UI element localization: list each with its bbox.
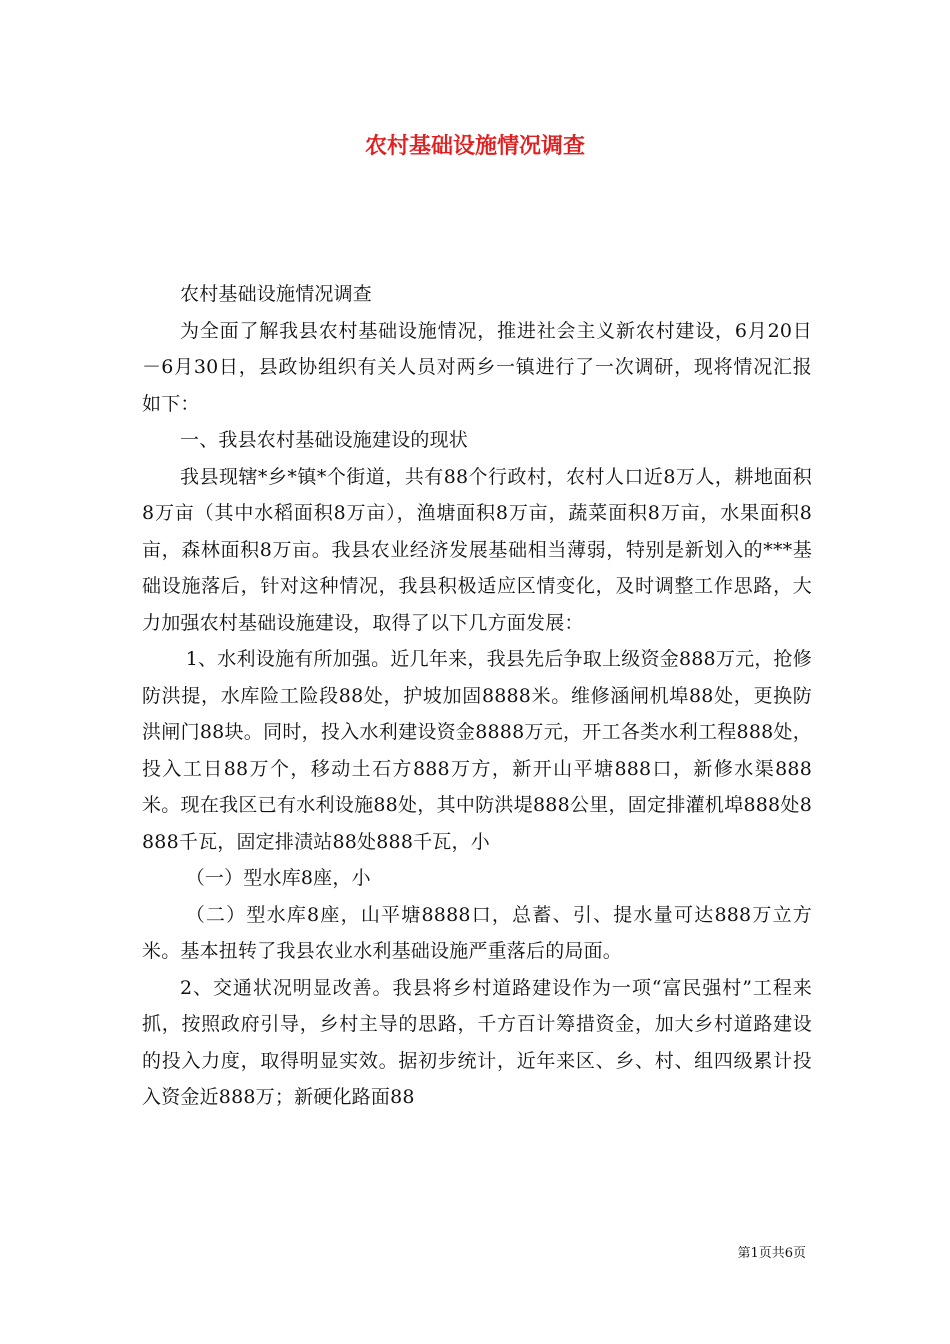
page-number-label: 第1页共6页 (737, 1246, 806, 1261)
status-paragraph: 我县现辖*乡*镇*个街道，共有88个行政村，农村人口近8万人，耕地面积8万亩（其中水稻面积8万亩），渔塘面积8万亩，蔬菜面积8万亩，水果面积8亩，森林面积8万亩。我县农业经济发展基础相当薄弱，特别是新划入的***基础设施落后，针对这种情况，我县积极适应区情变化，及时调整工作思路，大力加强农村基础设施建设，取得了以下几方面发展： (142, 465, 812, 634)
water-paragraph: 1、水利设施有所加强。近几年来，我县先后争取上级资金888万元，抢修防洪提，水库险工险段88处，护坡加固8888米。维修涵闸机埠88处，更换防洪闸门88块。同时，投入水利建设资金8888万元，开工各类水利工程888处，投入工日88万个，移动土石方888万方，新开山平塘888口，新修水渠888米。现在我区已有水利设施88处，其中防洪堤888公里，固定排灌机埠888处8888千瓦，固定排渍站88处888千瓦，小 (142, 648, 812, 853)
reservoir-type-2: （二）型水库8座，山平塘8888口，总蓄、引、提水量可达888万立方米。基本扭转了我县农业水利基础设施严重落后的局面。 (142, 903, 812, 962)
document-body (142, 276, 812, 1116)
page-footer (737, 1245, 806, 1263)
body-subtitle: 农村基础设施情况调查 (180, 283, 373, 305)
traffic-paragraph: 2、交通状况明显改善。我县将乡村道路建设作为一项“富民强村”工程来抓，按照政府引导，乡村主导的思路，千方百计筹措资金，加大乡村道路建设的投入力度，取得明显实效。据初步统计，近年来区、乡、村、组四级累计投入资金近888万；新硬化路面88 (142, 976, 812, 1108)
reservoir-type-1: （一）型水库8座，小 (185, 867, 371, 889)
intro-paragraph: 为全面了解我县农村基础设施情况，推进社会主义新农村建设，6月20日－6月30日，县政协组织有关人员对两乡一镇进行了一次调研，现将情况汇报如下： (142, 319, 812, 415)
section-heading-1: 一、我县农村基础设施建设的现状 (180, 429, 469, 451)
document-title: 农村基础设施情况调查 (364, 133, 585, 159)
